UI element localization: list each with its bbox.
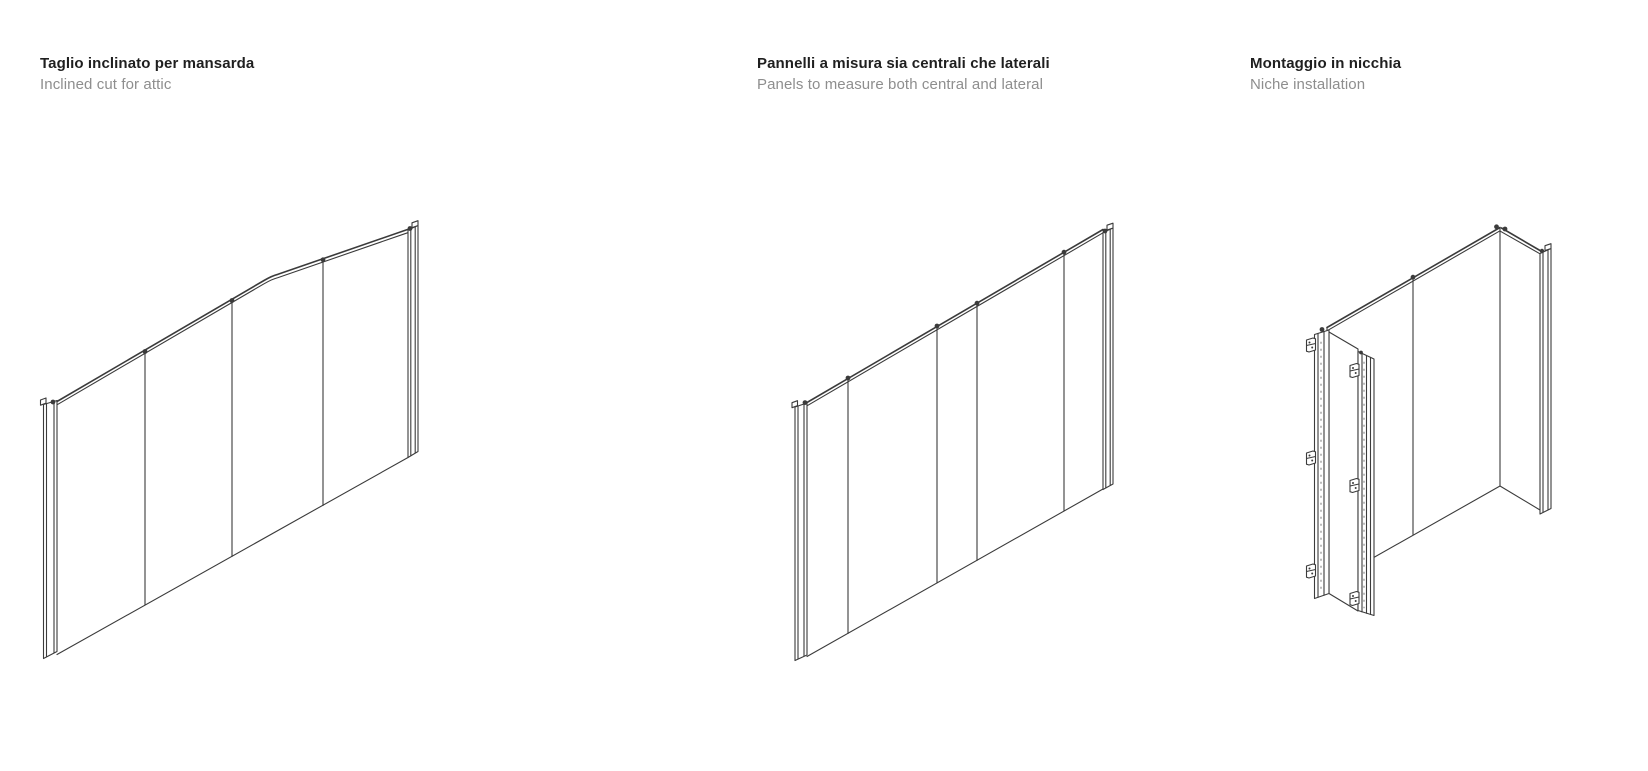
figure-subtitle: Niche installation	[1250, 76, 1366, 93]
panels-to-measure-diagram	[745, 195, 1130, 675]
figure-subtitle: Inclined cut for attic	[40, 76, 172, 93]
figure-panels-to-measure-header	[757, 55, 1050, 93]
figure-inclined-cut-header	[40, 55, 254, 93]
niche-installation-diagram	[1245, 195, 1565, 625]
figure-title: Taglio inclinato per mansarda	[40, 55, 255, 72]
figure-title: Pannelli a misura sia centrali che laterali	[757, 55, 1050, 72]
figure-title: Montaggio in nicchia	[1250, 55, 1402, 72]
inclined-cut-diagram	[30, 195, 430, 675]
figure-subtitle: Panels to measure both central and lateral	[757, 76, 1044, 93]
mounting-panel	[1315, 330, 1375, 616]
figure-niche-installation-header	[1250, 55, 1401, 93]
